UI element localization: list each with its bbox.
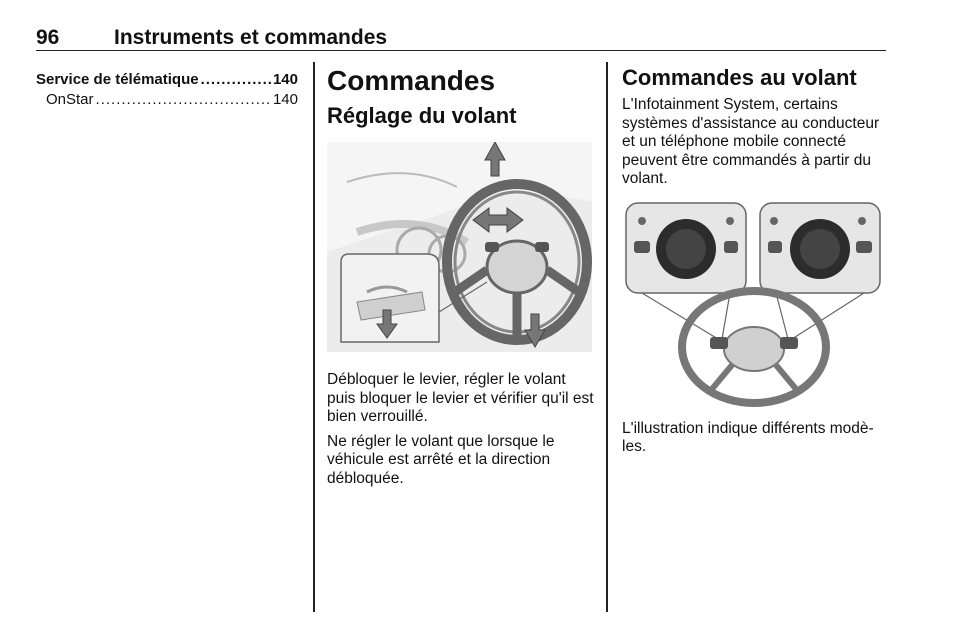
section-subtitle: Réglage du volant: [327, 103, 517, 128]
steering-controls-figure: [622, 199, 890, 414]
toc-page: 140: [272, 71, 298, 88]
page-number: 96: [36, 26, 60, 49]
commandes-column: [327, 64, 595, 488]
section-title: Commandes au volant: [622, 65, 857, 90]
column-divider: [313, 62, 315, 612]
page-header: [36, 26, 886, 51]
steering-adjust-figure: [327, 142, 595, 357]
volant-column: [622, 64, 890, 457]
toc-page: 140: [272, 91, 298, 108]
paragraph: Ne régler le volant que lorsque le véhicule est arrêté et la direction débloquée.: [327, 432, 555, 487]
paragraph: Débloquer le levier, régler le volant puis bloquer le levier et vérifier qu'il est bien verrouillé.: [327, 371, 594, 425]
toc-label: Service de télématique: [36, 71, 199, 88]
toc-entry[interactable]: [36, 70, 298, 90]
toc-leader: [201, 70, 271, 90]
toc-leader: [96, 90, 271, 110]
toc-entry[interactable]: [36, 90, 298, 110]
right-control-panel: [760, 203, 880, 293]
left-control-panel: [626, 203, 746, 293]
toc-column: [36, 70, 298, 110]
toc-label: OnStar: [46, 91, 94, 108]
lever-inset: [341, 254, 439, 342]
section-title: Commandes: [327, 65, 496, 96]
paragraph: L'illustration indique différents modè-les.: [622, 419, 874, 455]
header-title: Instruments et commandes: [114, 26, 388, 49]
paragraph: L'Infotainment System, certains systèmes d'assistance au conducteur et un téléphone mobile connecté peuvent être commandés à partir du volant.: [622, 96, 880, 187]
column-divider: [606, 62, 608, 612]
